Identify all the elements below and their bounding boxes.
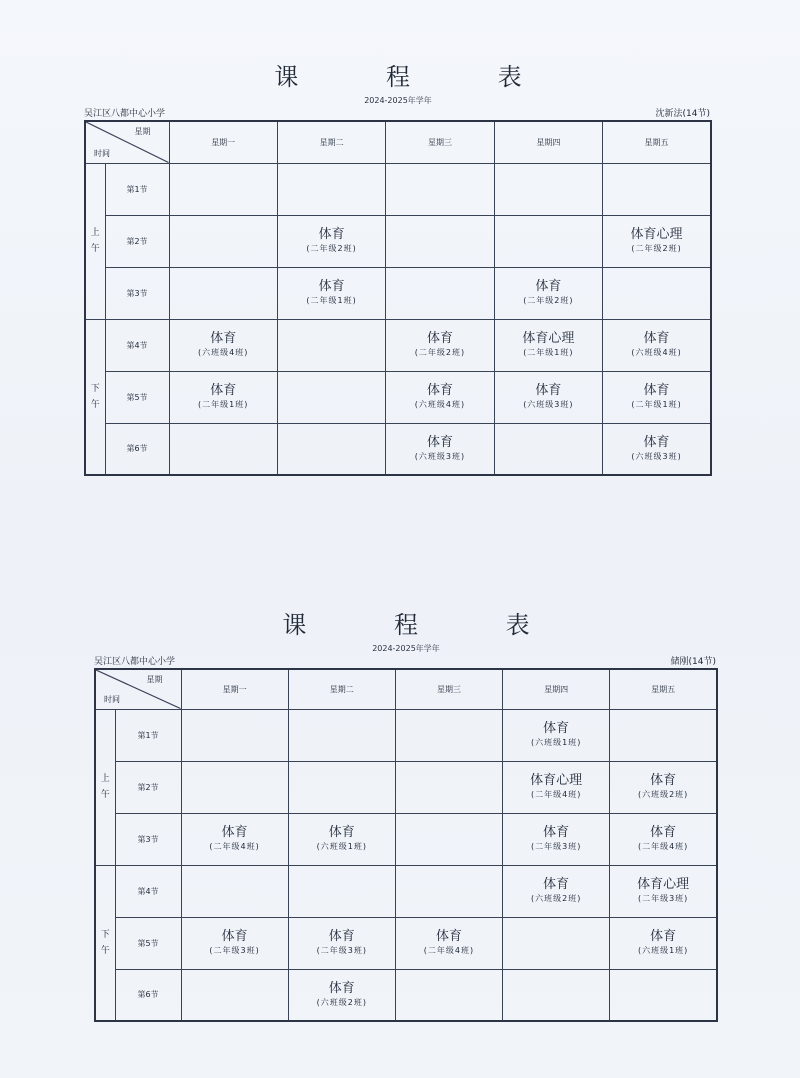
schedule-cell [395,761,502,813]
schedule-cell [277,371,385,423]
schedule-cell [288,813,395,865]
class-name: (二年级1班) [631,400,682,409]
class-name: (六班级2班) [530,894,582,903]
schedule-cell [386,267,494,319]
period-row [85,267,711,319]
schedule-cell [503,865,610,917]
subject-name: 体育 [318,279,345,294]
schedule-cell [610,865,717,917]
class-name: (二年级3班) [209,946,260,955]
academic-year: 2024-2025年学年 [372,644,440,653]
subject-name: 体育 [643,434,670,450]
schedule-cell [181,761,288,813]
schedule-cell [181,865,288,917]
schedule-table [94,668,718,1022]
class-name: (六班级1班) [316,842,367,851]
schedule-cell [395,917,502,969]
class-name: (二年级3班) [637,894,689,903]
class-name: (二年级3班) [316,946,367,955]
period-row [85,163,711,215]
period-label: 第4节 [105,319,169,371]
half-day-char: 上 [90,228,100,238]
day-header: 星期四 [494,121,602,163]
period-label: 第6节 [105,423,169,475]
class-name: (六班级2班) [637,790,689,799]
subject-name: 体育 [328,825,355,840]
academic-year: 2024-2025年学年 [364,96,432,105]
schedule-cell [181,709,288,761]
subject-name: 体育心理 [530,773,583,788]
class-name: (六班级4班) [198,348,249,357]
header-row [95,669,717,709]
period-label: 第5节 [115,917,181,969]
schedule-cell [503,917,610,969]
schedule-cell [610,761,717,813]
schedule-cell [386,423,494,475]
subject-name: 体育 [426,434,453,450]
schedule-cell [288,917,395,969]
day-header: 星期四 [503,669,610,709]
schedule-cell [603,215,711,267]
day-header: 星期一 [169,121,277,163]
sheet-meta [84,108,712,120]
period-label: 第6节 [115,969,181,1021]
teacher-name: 储刚(14节) [670,657,716,667]
class-name: (六班级3班) [523,400,574,409]
class-name: (二年级2班) [523,296,574,305]
schedule-cell [169,423,277,475]
period-label: 第3节 [115,813,181,865]
schedule-cell [288,761,395,813]
sheet-title: 课 程 表 [274,63,562,91]
day-header: 星期五 [610,669,717,709]
schedule-cell [386,163,494,215]
period-label: 第2节 [105,215,169,267]
subject-name: 体育心理 [630,227,683,242]
schedule-cell [386,319,494,371]
half-day-char: 午 [90,399,100,410]
half-day-char: 午 [100,790,110,800]
schedule-cell [503,969,610,1021]
subject-name: 体育 [210,331,237,346]
subject-name: 体育 [535,383,562,398]
school-name: 吴江区八都中心小学 [94,657,176,667]
subject-name: 体育心理 [637,877,690,892]
period-label: 第2节 [115,761,181,813]
subject-name: 体育 [543,825,570,840]
class-name: (二年级3班) [530,842,582,851]
schedule-cell [288,865,395,917]
day-header: 星期三 [386,121,494,163]
subject-name: 体育 [221,929,248,944]
period-row [85,423,711,475]
subject-name: 体育 [210,383,237,398]
schedule-cell [277,215,385,267]
class-name: (二年级1班) [198,400,249,409]
period-row [85,371,711,423]
class-name: (六班级3班) [631,451,682,461]
class-name: (六班级2班) [316,997,367,1007]
period-label: 第1节 [105,163,169,215]
subject-name: 体育 [535,279,562,294]
period-row [95,969,717,1021]
subject-name: 体育 [426,331,453,346]
timetable-sheet [84,60,712,476]
subject-name: 体育 [221,825,248,840]
schedule-cell [503,761,610,813]
schedule-cell [169,319,277,371]
period-row [95,761,717,813]
day-header: 星期二 [277,121,385,163]
schedule-cell [603,163,711,215]
afternoon-label [85,319,105,475]
subject-name: 体育 [543,721,570,736]
subject-name: 体育 [328,929,355,944]
schedule-cell [181,917,288,969]
period-label: 第5节 [105,371,169,423]
subject-name: 体育 [643,383,670,398]
morning-label [85,163,105,319]
corner-day-label: 星期 [146,675,163,684]
corner-time-label: 时间 [104,694,120,704]
class-name: (六班级3班) [414,451,466,461]
schedule-cell [169,215,277,267]
schedule-cell [395,709,502,761]
schedule-cell [277,319,385,371]
day-header: 星期一 [181,669,288,709]
period-row [85,319,711,371]
class-name: (六班级1班) [530,738,582,747]
period-row [85,215,711,267]
subject-name: 体育心理 [522,331,575,346]
class-name: (二年级4班) [530,790,582,799]
schedule-cell [386,215,494,267]
schedule-cell [288,709,395,761]
morning-label [95,709,115,865]
schedule-cell [494,423,602,475]
period-label: 第4节 [115,865,181,917]
schedule-cell [603,371,711,423]
class-name: (二年级4班) [637,842,689,851]
class-name: (二年级1班) [306,296,357,305]
period-row [95,917,717,969]
corner-cell [85,121,169,163]
class-name: (六班级1班) [637,946,689,955]
subject-name: 体育 [650,825,677,840]
schedule-cell [277,423,385,475]
schedule-cell [610,917,717,969]
day-header: 星期二 [288,669,395,709]
subject-name: 体育 [543,877,570,892]
header-row [85,121,711,163]
class-name: (二年级1班) [523,348,574,357]
period-row [95,709,717,761]
schedule-cell [181,969,288,1021]
day-header: 星期三 [395,669,502,709]
class-name: (六班级4班) [414,400,466,409]
schedule-cell [169,371,277,423]
schedule-cell [169,163,277,215]
sheet-meta [94,656,718,668]
schedule-cell [386,371,494,423]
schedule-cell [610,813,717,865]
schedule-cell [610,709,717,761]
schedule-cell [494,319,602,371]
schedule-cell [395,969,502,1021]
timetable-sheet [94,608,718,1022]
period-label: 第3节 [105,267,169,319]
subject-name: 体育 [643,331,670,346]
half-day-char: 下 [90,383,100,394]
schedule-cell [277,267,385,319]
period-row [95,865,717,917]
subject-name: 体育 [426,383,453,398]
sheet-title: 课 程 表 [282,611,570,639]
schedule-cell [603,319,711,371]
class-name: (二年级2班) [631,244,682,253]
schedule-cell [169,267,277,319]
corner-day-label: 星期 [134,127,151,136]
period-label: 第1节 [115,709,181,761]
class-name: (二年级2班) [306,244,357,253]
subject-name: 体育 [650,929,677,944]
schedule-cell [395,813,502,865]
schedule-cell [277,163,385,215]
subject-name: 体育 [435,929,462,944]
class-name: (二年级4班) [423,946,475,955]
schedule-table [84,120,712,476]
schedule-cell [494,163,602,215]
school-name: 吴江区八都中心小学 [84,109,166,119]
corner-time-label: 时间 [94,148,110,158]
half-day-char: 下 [100,929,110,940]
corner-cell [95,669,181,709]
schedule-cell [610,969,717,1021]
teacher-name: 沈新法(14节) [655,109,710,119]
schedule-cell [181,813,288,865]
half-day-char: 上 [100,774,110,784]
half-day-char: 午 [90,244,100,254]
half-day-char: 午 [100,945,110,956]
schedule-cell [603,267,711,319]
class-name: (六班级4班) [631,348,682,357]
schedule-cell [503,813,610,865]
period-row [95,813,717,865]
class-name: (二年级4班) [209,842,260,851]
schedule-cell [494,267,602,319]
afternoon-label [95,865,115,1021]
schedule-cell [395,865,502,917]
schedule-cell [503,709,610,761]
class-name: (二年级2班) [414,348,466,357]
subject-name: 体育 [318,227,345,242]
subject-name: 体育 [650,773,677,788]
subject-name: 体育 [328,980,355,996]
schedule-cell [494,215,602,267]
schedule-cell [288,969,395,1021]
schedule-cell [603,423,711,475]
day-header: 星期五 [603,121,711,163]
schedule-cell [494,371,602,423]
